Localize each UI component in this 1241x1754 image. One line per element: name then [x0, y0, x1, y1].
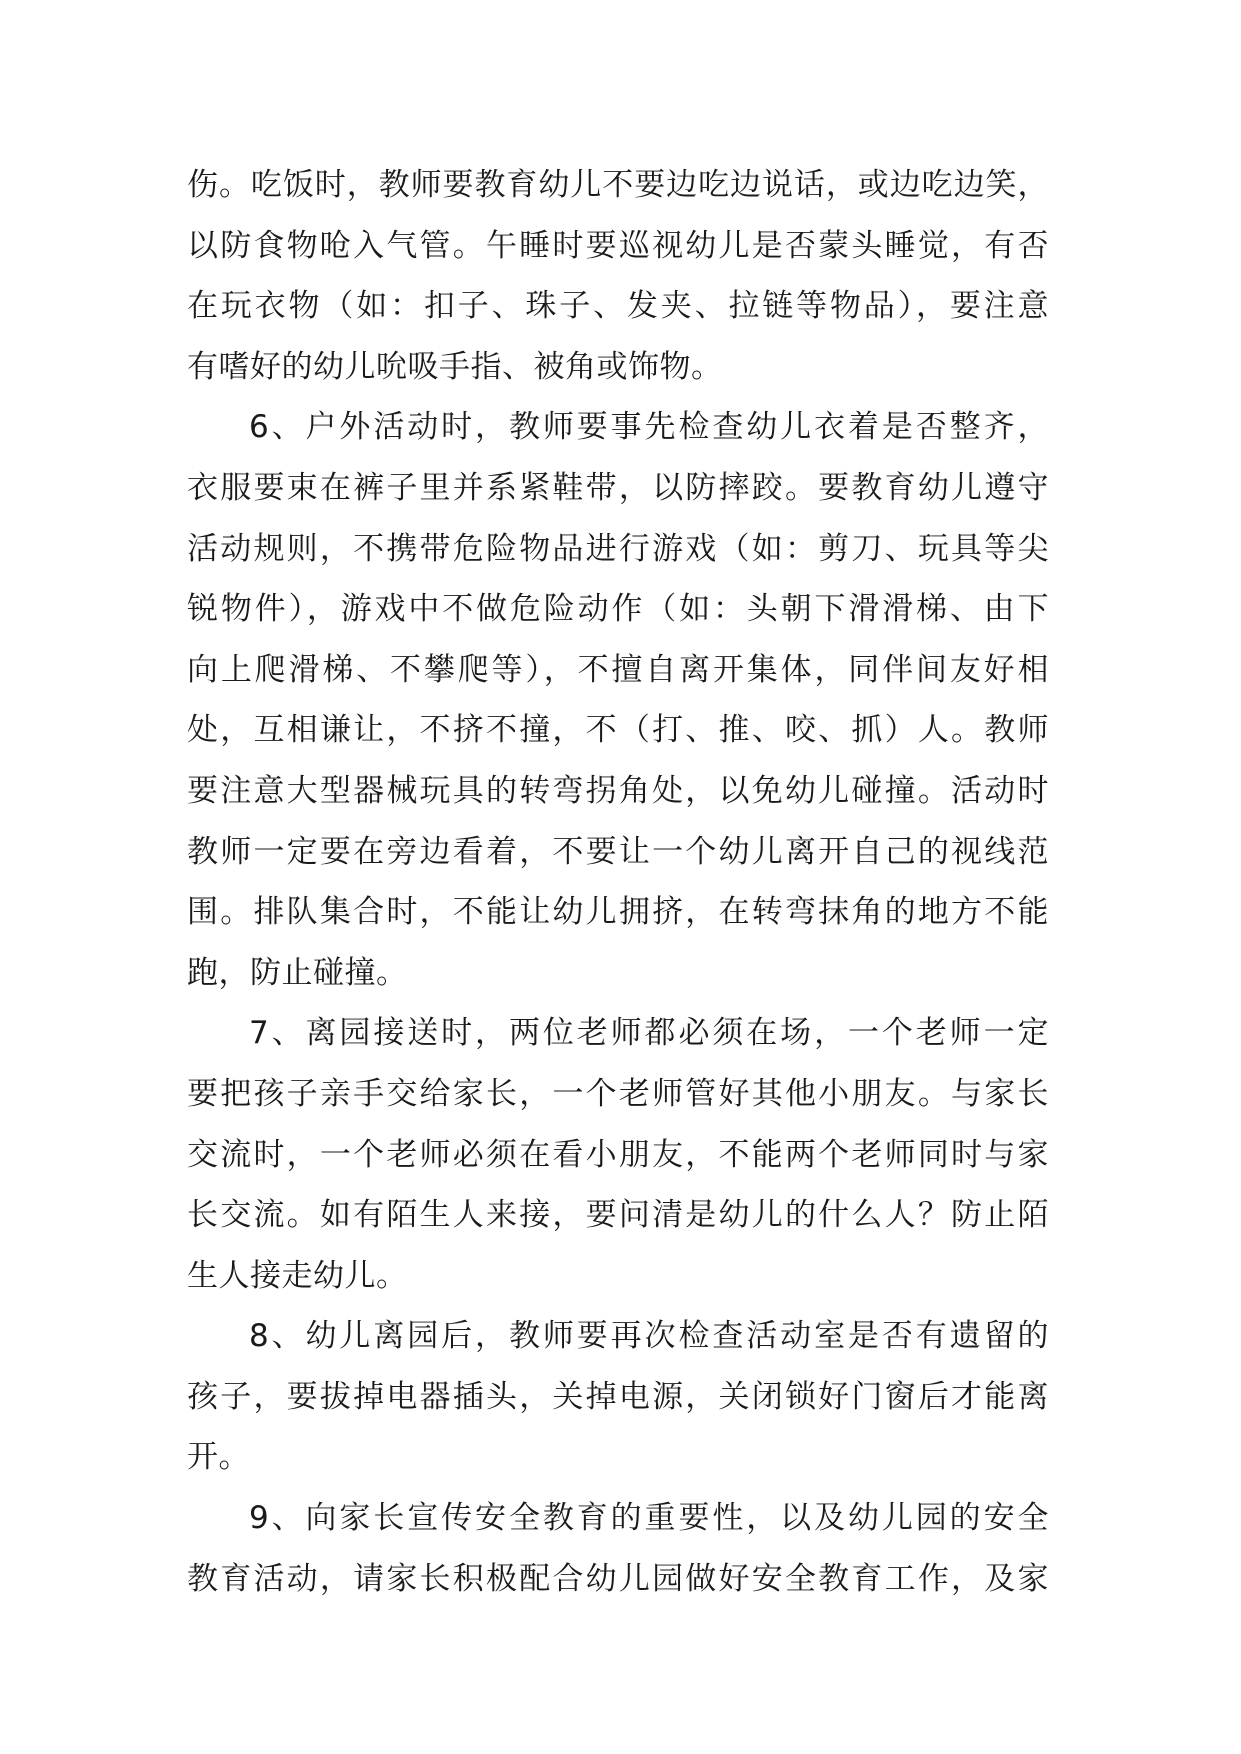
text-line: 生人接走幼儿。	[187, 1257, 408, 1294]
text-line: 教育活动，请家长积极配合幼儿园做好安全教育工作，及家	[187, 1560, 1049, 1597]
text-line: 在玩衣物（如：扣子、珠子、发夹、拉链等物品），要注意	[187, 288, 1049, 325]
text-line: 围。排队集合时，不能让幼儿拥挤，在转弯抹角的地方不能	[187, 894, 1049, 931]
text-line: 活动规则，不携带危险物品进行游戏（如：剪刀、玩具等尖	[187, 530, 1049, 567]
paragraph-9-first-line: 9、向家长宣传安全教育的重要性，以及幼儿园的安全	[249, 1500, 1049, 1537]
paragraph-8-first-line: 8、幼儿离园后，教师要再次检查活动室是否有遗留的	[249, 1318, 1049, 1355]
text-line: 锐物件），游戏中不做危险动作（如：头朝下滑滑梯、由下	[187, 591, 1049, 628]
text-line: 向上爬滑梯、不攀爬等），不擅自离开集体，同伴间友好相	[187, 651, 1049, 688]
text-line: 伤。吃饭时，教师要教育幼儿不要边吃边说话，或边吃边笑，	[187, 167, 1049, 203]
paragraph-6-first-line: 6、户外活动时，教师要事先检查幼儿衣着是否整齐，	[249, 409, 1049, 446]
text-line: 衣服要束在裤子里并系紧鞋带，以防摔跤。要教育幼儿遵守	[187, 469, 1049, 506]
text-line: 开。	[187, 1439, 250, 1476]
text-line: 长交流。如有陌生人来接，要问清是幼儿的什么人？防止陌	[187, 1197, 1049, 1234]
text-line: 跑，防止碰撞。	[187, 954, 408, 991]
text-line: 要把孩子亲手交给家长，一个老师管好其他小朋友。与家长	[187, 1075, 1049, 1112]
document-body	[187, 155, 1049, 1609]
text-line: 孩子，要拔掉电器插头，关掉电源，关闭锁好门窗后才能离	[187, 1378, 1049, 1415]
text-line: 教师一定要在旁边看着，不要让一个幼儿离开自己的视线范	[187, 833, 1049, 870]
text-line: 有嗜好的幼儿吮吸手指、被角或饰物。	[187, 348, 723, 385]
text-line: 要注意大型器械玩具的转弯拐角处，以免幼儿碰撞。活动时	[187, 772, 1049, 809]
paragraph-7-first-line: 7、离园接送时，两位老师都必须在场，一个老师一定	[249, 1015, 1049, 1052]
text-line: 以防食物呛入气管。午睡时要巡视幼儿是否蒙头睡觉，有否	[187, 227, 1049, 264]
text-line: 处，互相谦让，不挤不撞，不（打、推、咬、抓）人。教师	[187, 712, 1049, 749]
text-line: 交流时，一个老师必须在看小朋友，不能两个老师同时与家	[187, 1136, 1049, 1173]
